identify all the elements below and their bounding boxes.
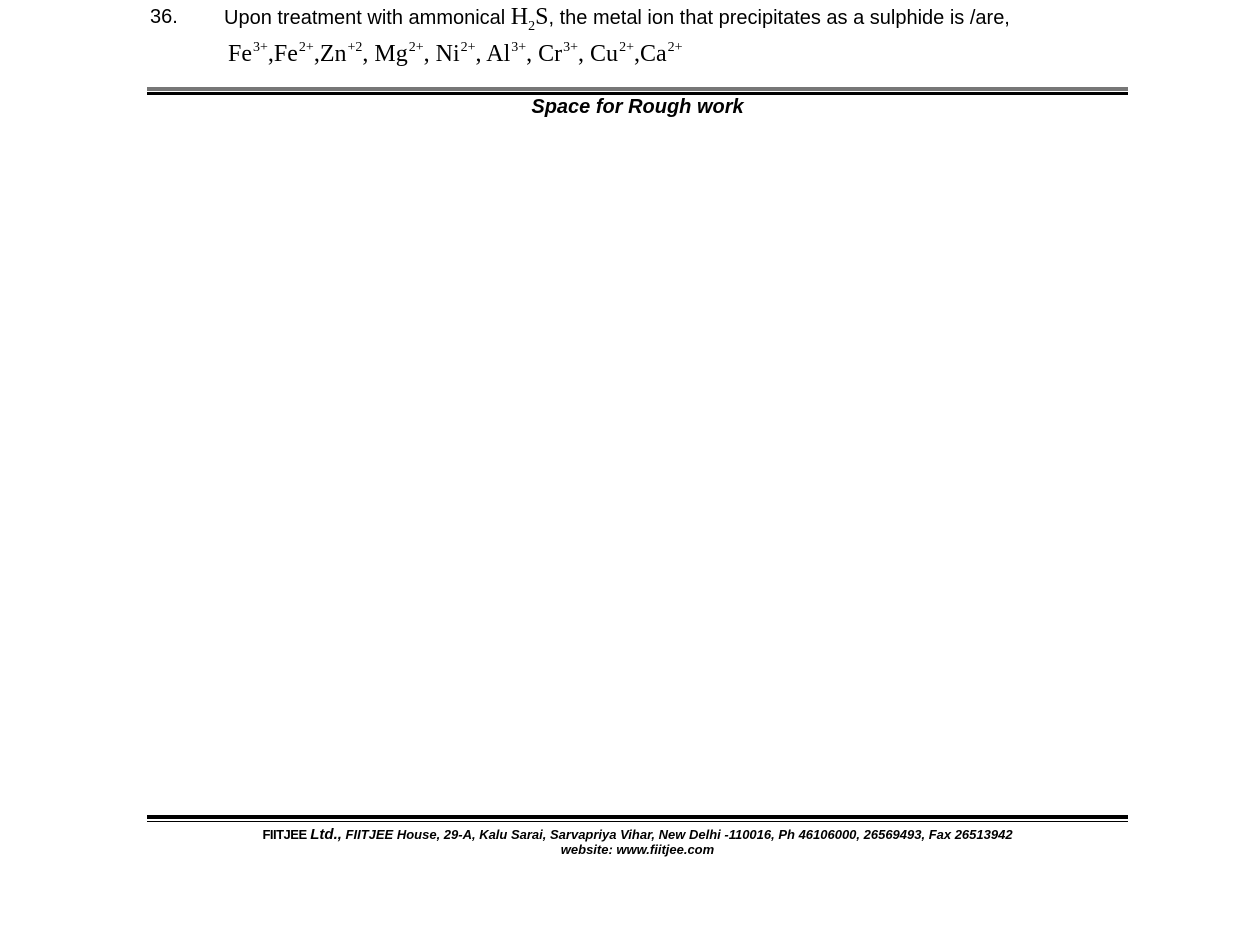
ion-separator: , xyxy=(362,41,369,67)
ion-list xyxy=(228,40,683,68)
ion-charge: 3+ xyxy=(563,40,579,55)
formula-element-h: H xyxy=(510,4,529,30)
ion-charge: 3+ xyxy=(253,40,268,55)
question-text-before: Upon treatment with ammonical xyxy=(224,7,506,29)
footer-address: FIITJEE House, 29-A, Kalu Sarai, Sarvapriya Vihar, New Delhi -110016, Ph 46106000, 26569493, Fax 26513942 xyxy=(345,827,1013,842)
ion-separator: , xyxy=(475,41,482,67)
ion-separator: , xyxy=(578,41,585,67)
ion-item xyxy=(590,41,640,67)
ion-symbol: Mg xyxy=(374,41,408,67)
question-text xyxy=(224,4,1010,35)
footer-brand: FIITJEE xyxy=(262,827,307,842)
reagent-formula xyxy=(510,4,549,34)
ion-charge: 2+ xyxy=(460,40,476,55)
ion-symbol: Ni xyxy=(435,41,460,67)
ion-charge: 2+ xyxy=(667,40,683,55)
top-divider-thick xyxy=(147,87,1128,91)
ion-item xyxy=(436,41,482,67)
ion-item xyxy=(486,41,532,67)
question-text-after: , the metal ion that precipitates as a sulphide is /are, xyxy=(548,7,1010,29)
top-divider-thin xyxy=(147,92,1128,95)
ion-symbol: Cu xyxy=(590,41,619,67)
footer-ltd: Ltd., xyxy=(310,826,342,843)
ion-item xyxy=(320,41,369,67)
ion-separator: , xyxy=(423,41,430,67)
rough-work-label: Space for Rough work xyxy=(531,96,744,118)
formula-subscript: 2 xyxy=(528,19,536,34)
ion-item xyxy=(640,41,683,67)
ion-separator: , xyxy=(526,41,533,67)
ion-symbol: Cr xyxy=(538,41,563,67)
footer-address-line xyxy=(147,826,1128,843)
ion-separator: , xyxy=(267,41,274,67)
ion-charge: 2+ xyxy=(408,40,424,55)
ion-charge: +2 xyxy=(347,40,363,55)
ion-symbol: Al xyxy=(486,41,511,67)
ion-symbol: Ca xyxy=(639,41,667,67)
footer-website: website: www.fiitjee.com xyxy=(560,842,715,857)
footer-divider-thick xyxy=(147,815,1128,819)
ion-symbol: Zn xyxy=(319,41,347,67)
formula-element-s: S xyxy=(535,4,549,30)
ion-item xyxy=(374,41,429,67)
ion-symbol: Fe xyxy=(273,41,298,67)
ion-separator: , xyxy=(313,41,320,67)
ion-symbol: Fe xyxy=(228,41,252,67)
ion-charge: 3+ xyxy=(511,40,527,55)
ion-charge: 2+ xyxy=(298,40,314,55)
ion-charge: 2+ xyxy=(619,40,634,55)
ion-item xyxy=(538,41,584,67)
ion-item xyxy=(228,41,274,67)
footer-divider-thin xyxy=(147,821,1128,822)
question-number: 36. xyxy=(150,6,178,28)
ion-separator: , xyxy=(633,41,640,67)
ion-item xyxy=(274,41,320,67)
